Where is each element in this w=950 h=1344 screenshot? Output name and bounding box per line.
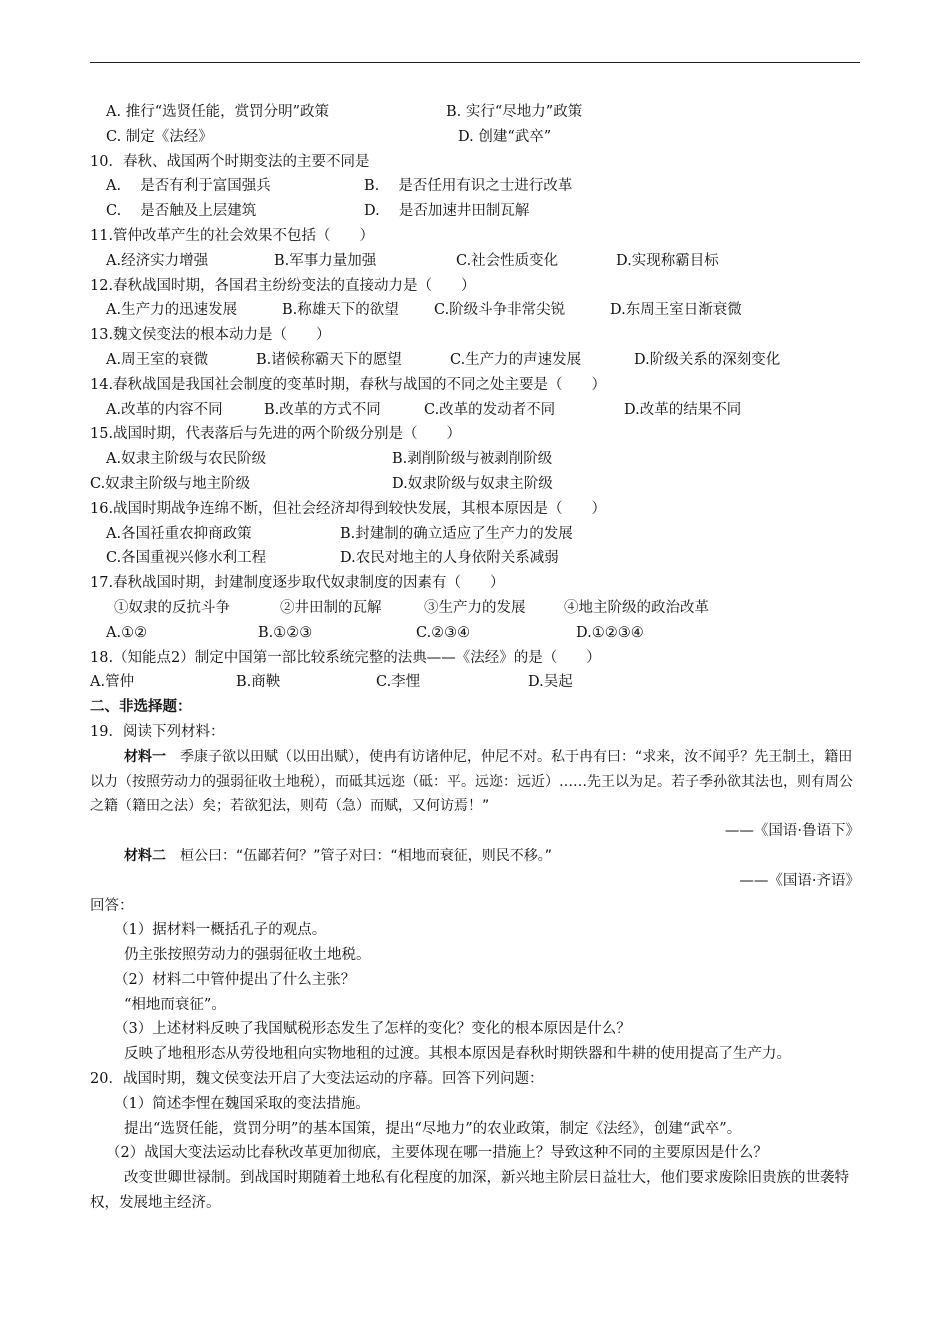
q17-factor-2: ②井田制的瓦解 <box>280 599 382 616</box>
q15-stem: 15.战国时期，代表落后与先进的两个阶级分别是（ ） <box>90 426 462 443</box>
q20-answer2: 改变世卿世禄制。到战国时期随着土地私有化程度的加深，新兴地主阶层日益壮大，他们要求废除旧贵族的世袭特权，发展地主经济。 <box>90 1170 849 1212</box>
q14-option-d: D.改革的结果不同 <box>624 401 742 418</box>
q10-option-b: B. 是否任用有识之士进行改革 <box>364 178 573 195</box>
q11-options <box>90 249 860 274</box>
q12-options <box>90 298 860 323</box>
q17-factors <box>90 596 860 621</box>
material-one <box>90 745 860 819</box>
q11-stem: 11.管仲改革产生的社会效果不包括（ ） <box>90 227 375 244</box>
material-one-label: 材料一 <box>124 748 166 765</box>
q15-option-d: D.奴隶阶级与奴隶主阶级 <box>392 475 553 492</box>
q9-option-d: D. 创建“武卒” <box>458 128 552 145</box>
q18-option-d: D.吴起 <box>528 674 573 691</box>
q19-answer2: “相地而衰征”。 <box>124 996 226 1013</box>
q10-option-c: C. 是否触及上层建筑 <box>106 203 257 220</box>
q18-option-c: C.李悝 <box>376 674 421 691</box>
material-two-label: 材料二 <box>124 847 166 864</box>
section-heading: 二、非选择题： <box>90 698 192 716</box>
q10-stem <box>90 150 860 175</box>
q20-stem: 20．战国时期，魏文侯变法开启了大变法运动的序幕。回答下列问题： <box>90 1071 544 1088</box>
q19-sub3: （3）上述材料反映了我国赋税形态发生了怎样的变化？变化的根本原因是什么？ <box>114 1021 631 1038</box>
q15-option-b: B.剥削阶级与被剥削阶级 <box>392 451 553 468</box>
q12-stem: 12.春秋战国时期，各国君主纷纷变法的直接动力是（ ） <box>90 277 476 294</box>
q13-stem: 13.魏文侯变法的根本动力是（ ） <box>90 327 331 344</box>
q10-option-d: D. 是否加速井田制瓦解 <box>364 203 530 220</box>
q18-stem: 18.（知能点2）制定中国第一部比较系统完整的法典——《法经》的是（ ） <box>90 649 601 666</box>
q14-option-b: B.改革的方式不同 <box>264 401 381 418</box>
q17-stem: 17.春秋战国时期，封建制度逐步取代奴隶制度的因素有（ ） <box>90 575 505 592</box>
q12-option-b: B.称雄天下的欲望 <box>282 302 399 319</box>
q10-stem-text: 10．春秋、战国两个时期变法的主要不同是 <box>90 153 370 170</box>
q15-option-c: C.奴隶主阶级与地主阶级 <box>90 475 251 492</box>
q17-option-a: A.①② <box>106 624 148 641</box>
q14-options <box>90 398 860 423</box>
q20-sub1: （1）简述李悝在魏国采取的变法措施。 <box>114 1095 370 1112</box>
q13-option-d: D.阶级关系的深刻变化 <box>634 351 781 368</box>
q16-option-b: B.封建制的确立适应了生产力的发展 <box>340 525 573 542</box>
q9-option-c: C. 制定《法经》 <box>106 128 213 145</box>
q11-option-c: C.社会性质变化 <box>456 252 559 269</box>
q19-stem: 19．阅读下列材料： <box>90 723 225 740</box>
q17-factor-1: ①奴隶的反抗斗争 <box>114 599 230 616</box>
q18-option-b: B.商鞅 <box>236 674 281 691</box>
q17-option-d: D.①②③④ <box>576 624 644 641</box>
answer-intro: 回答： <box>90 897 134 914</box>
q16-options-cd <box>90 546 860 571</box>
q12-option-c: C.阶级斗争非常尖锐 <box>434 302 566 319</box>
material-two-text: 桓公曰：“伍鄙若何？”管子对曰：“相地而衰征，则民不移。” <box>180 847 553 864</box>
q10-option-a: A. 是否有利于富国强兵 <box>106 178 271 195</box>
q14-option-a: A.改革的内容不同 <box>106 401 223 418</box>
q11-option-d: D.实现称霸目标 <box>616 252 719 269</box>
q18-options <box>90 670 860 695</box>
header-rule <box>90 62 860 63</box>
q14-stem: 14.春秋战国是我国社会制度的变革时期，春秋与战国的不同之处主要是（ ） <box>90 376 607 393</box>
q15-options-cd <box>90 472 860 497</box>
q16-option-d: D.农民对地主的人身依附关系减弱 <box>340 550 559 567</box>
q12-option-d: D.东周王室日渐衰微 <box>610 302 742 319</box>
q17-options <box>90 621 860 646</box>
q16-option-a: A.各国祍重农抑商政策 <box>106 525 252 542</box>
q13-option-b: B.诸候称霸天下的愿望 <box>256 351 402 368</box>
q9-option-a: A. 推行“选贤任能，赏罚分明”政策 <box>106 104 330 120</box>
q16-stem: 16.战国时期战争连绵不断，但社会经济却得到较快发展，其根本原因是（ ） <box>90 500 607 517</box>
q19-sub2: （2）材料二中管仲提出了什么主张？ <box>114 971 356 988</box>
q16-option-c: C.各国重视兴修水利工程 <box>106 550 267 567</box>
material-one-text: 季康子欲以田赋（以田出赋），使冉有访诸仲尼，仲尼不对。私于冉有曰：“求来，汝不闻乎？先王制土，籍田以力（按照劳动力的强弱征收土地税），而砥其远迩（砥：平。远迩：远近）……先王以为足。若子季孙欲其法也，则有周公之籍（籍田之法）矣；若欲犯法，则苟（急）而赋，又何访焉！” <box>90 748 853 815</box>
q9-options-ab <box>90 100 860 125</box>
q10-options-cd <box>90 199 860 224</box>
q16-options-ab <box>90 522 860 547</box>
material-one-source: ——《国语·鲁语下》 <box>724 823 860 840</box>
q17-option-b: B.①②③ <box>258 624 313 641</box>
q14-option-c: C.改革的发动者不同 <box>424 401 556 418</box>
q9-options-cd <box>90 125 860 150</box>
q13-option-c: C.生产力的声速发展 <box>450 351 582 368</box>
q9-option-b: B. 实行“尽地力”政策 <box>446 104 583 120</box>
q17-factor-3: ③生产力的发展 <box>424 599 526 616</box>
q10-options-ab <box>90 174 860 199</box>
q20-sub2: （2）战国大变法运动比春秋改革更加彻底，主要体现在哪一措施上？导致这种不同的主要原因是什么？ <box>106 1145 768 1162</box>
material-two <box>90 844 860 869</box>
exam-content <box>90 100 860 1216</box>
q17-factor-4: ④地主阶级的政治改革 <box>564 599 709 616</box>
q19-answer3: 反映了地租形态从劳役地租向实物地租的过渡。其根本原因是春秋时期铁器和牛耕的使用提高了生产力。 <box>124 1046 791 1063</box>
material-two-source: ——《国语·齐语》 <box>739 872 860 889</box>
q19-sub1: （1）据材料一概括孔子的观点。 <box>114 922 327 939</box>
q18-option-a: A.管仲 <box>90 674 135 691</box>
q12-option-a: A.生产力的迅速发展 <box>106 302 238 319</box>
q13-options <box>90 348 860 373</box>
q20-answer1: 提出“选贤任能，赏罚分明”的基本国策，提出“尽地力”的农业政策，制定《法经》，创建“武卒”。 <box>124 1120 742 1137</box>
q13-option-a: A.周王室的衰微 <box>106 351 209 368</box>
q15-options-ab <box>90 447 860 472</box>
q11-option-a: A.经济实力增强 <box>106 252 209 269</box>
q15-option-a: A.奴隶主阶级与农民阶级 <box>106 451 267 468</box>
q17-option-c: C.②③④ <box>416 624 471 641</box>
q19-answer1: 仍主张按照劳动力的强弱征收土地税。 <box>124 947 371 964</box>
q11-option-b: B.军事力量加强 <box>274 252 377 269</box>
